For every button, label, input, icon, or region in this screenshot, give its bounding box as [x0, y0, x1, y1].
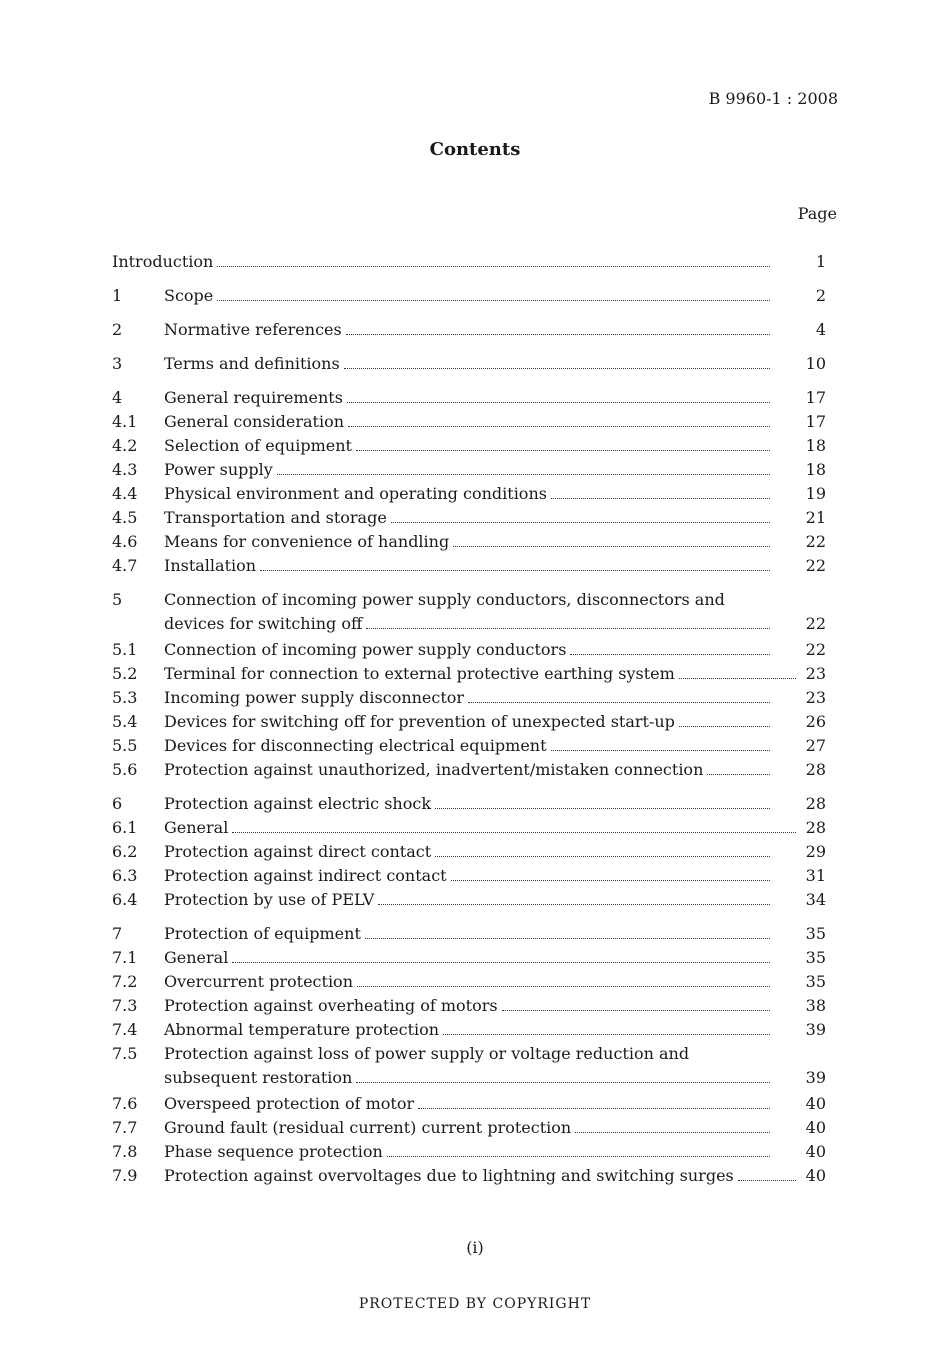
- toc-entry-line: [164, 946, 774, 970]
- toc-entry: [112, 318, 826, 342]
- dot-leader: [551, 498, 770, 499]
- toc-entry-line: [164, 434, 774, 458]
- dot-leader: [435, 856, 770, 857]
- dot-leader: [575, 1132, 770, 1133]
- toc-entry-number: 5.3: [112, 688, 138, 707]
- toc-entry-number: 4.2: [112, 436, 138, 455]
- toc-entry-title: Protection against unauthorized, inadvertent/mistaken connection: [164, 760, 704, 779]
- toc-entry-line: [164, 1116, 774, 1140]
- toc-entry-line: [164, 1092, 774, 1116]
- toc-entry-page: 23: [805, 664, 826, 683]
- toc-entry: [112, 792, 826, 816]
- toc-entry-line: [164, 638, 774, 662]
- toc-entry-page: 22: [805, 640, 826, 659]
- toc-entry-number: 7: [112, 924, 123, 943]
- toc-entry-number: 6.4: [112, 890, 138, 909]
- toc-entry-title: Terminal for connection to external protective earthing system: [164, 664, 675, 683]
- toc-entry: [112, 840, 826, 864]
- toc-entry-page: 19: [805, 484, 826, 503]
- dot-leader: [277, 474, 770, 475]
- dot-leader: [443, 1034, 770, 1035]
- toc-entry-line: [164, 458, 774, 482]
- dot-leader: [346, 334, 770, 335]
- toc-entry: [112, 710, 826, 734]
- toc-entry-page: 34: [805, 890, 826, 909]
- toc-entry-title: Overcurrent protection: [164, 972, 353, 991]
- toc-entry: [112, 1116, 826, 1140]
- standard-number: B 9960-1 : 2008: [708, 89, 838, 108]
- toc-entry-title: Physical environment and operating conditions: [164, 484, 547, 503]
- toc-entry-page: 21: [805, 508, 826, 527]
- toc-entry-number: 6.2: [112, 842, 138, 861]
- toc-entry-page: 40: [805, 1166, 826, 1185]
- toc-entry: [112, 686, 826, 710]
- toc-entry-page: 28: [805, 794, 826, 813]
- toc-entry-title: Protection against indirect contact: [164, 866, 447, 885]
- toc-entry: [112, 410, 826, 434]
- toc-entry-title: Means for convenience of handling: [164, 532, 450, 551]
- toc-entry-line: [164, 710, 774, 734]
- dot-leader: [217, 300, 770, 301]
- toc-entry-title: Devices for switching off for prevention of unexpected start-up: [164, 712, 675, 731]
- toc-entry: [112, 352, 826, 376]
- toc-entry-title: Overspeed protection of motor: [164, 1094, 415, 1113]
- toc-entry-page: 35: [805, 948, 826, 967]
- toc-entry: [112, 386, 826, 410]
- toc-entry: [112, 662, 826, 686]
- toc-entry-number: 5.1: [112, 640, 138, 659]
- toc-entry-line: [164, 612, 774, 636]
- toc-entry-line: [164, 792, 774, 816]
- toc-entry-page: 28: [805, 760, 826, 779]
- dot-leader: [468, 702, 770, 703]
- table-of-contents: [112, 250, 826, 1188]
- toc-entry-number: 7.5: [112, 1044, 138, 1063]
- toc-entry-line: [164, 588, 774, 612]
- page-number: (i): [466, 1238, 484, 1257]
- toc-entry-page: 17: [805, 388, 826, 407]
- toc-entry-page: 31: [805, 866, 826, 885]
- toc-entry-page: 4: [815, 320, 826, 339]
- dot-leader: [679, 678, 796, 679]
- toc-entry-number: 6: [112, 794, 123, 813]
- dot-leader: [232, 962, 770, 963]
- toc-entry: [112, 816, 826, 840]
- dot-leader: [378, 904, 770, 905]
- toc-entry-line: [164, 922, 774, 946]
- toc-entry-page: 22: [805, 556, 826, 575]
- toc-entry-title: Protection against direct contact: [164, 842, 432, 861]
- toc-entry-title: Protection of equipment: [164, 924, 361, 943]
- toc-entry-title: Abnormal temperature protection: [164, 1020, 440, 1039]
- toc-entry: [112, 946, 826, 970]
- toc-entry-page: 40: [805, 1094, 826, 1113]
- toc-entry-number: 7.7: [112, 1118, 138, 1137]
- toc-entry-line: [164, 1164, 800, 1188]
- toc-entry: [112, 970, 826, 994]
- dot-leader: [356, 450, 770, 451]
- toc-entry-page: 29: [805, 842, 826, 861]
- toc-entry-line: [164, 530, 774, 554]
- toc-entry-title: Normative references: [164, 320, 342, 339]
- page-title: Contents: [429, 139, 521, 160]
- toc-entry-line: [164, 318, 774, 342]
- toc-entry-title: Protection against loss of power supply or voltage reduction and: [164, 1044, 690, 1063]
- toc-entry-line: [164, 970, 774, 994]
- toc-entry: [112, 1164, 826, 1188]
- toc-entry-line: [112, 250, 774, 274]
- toc-entry-line: [164, 386, 774, 410]
- dot-leader: [387, 1156, 770, 1157]
- toc-entry-title: Protection against overheating of motors: [164, 996, 498, 1015]
- toc-entry-title: Incoming power supply disconnector: [164, 688, 465, 707]
- copyright-notice: PROTECTED BY COPYRIGHT: [358, 1296, 592, 1312]
- toc-entry-title: devices for switching off: [164, 614, 363, 633]
- toc-entry: [112, 506, 826, 530]
- toc-entry-number: 7.8: [112, 1142, 138, 1161]
- toc-entry: [112, 530, 826, 554]
- toc-entry-number: 5.5: [112, 736, 138, 755]
- toc-entry-title: Connection of incoming power supply conductors, disconnectors and: [164, 590, 725, 609]
- dot-leader: [356, 1082, 770, 1083]
- toc-entry-title: Power supply: [164, 460, 273, 479]
- toc-entry-title: General: [164, 818, 229, 837]
- toc-entry-line: [164, 554, 774, 578]
- toc-entry-page: 10: [805, 354, 826, 373]
- toc-entry-line: [164, 734, 774, 758]
- toc-entry-page: 23: [805, 688, 826, 707]
- toc-entry-title: Protection by use of PELV: [164, 890, 375, 909]
- toc-entry-page: 40: [805, 1142, 826, 1161]
- toc-entry-title: General: [164, 948, 229, 967]
- toc-entry: [112, 638, 826, 662]
- toc-entry-line: [164, 888, 774, 912]
- toc-entry-number: 7.4: [112, 1020, 138, 1039]
- toc-entry-line: [164, 410, 774, 434]
- toc-entry-line: [164, 284, 774, 308]
- toc-entry-number: 3: [112, 354, 123, 373]
- dot-leader: [357, 986, 770, 987]
- toc-entry-line: [164, 686, 774, 710]
- toc-entry: [112, 250, 826, 274]
- toc-entry-page: 28: [805, 818, 826, 837]
- toc-entry: [112, 864, 826, 888]
- dot-leader: [391, 522, 770, 523]
- toc-entry-number: 7.2: [112, 972, 138, 991]
- dot-leader: [453, 546, 770, 547]
- toc-entry: [112, 1140, 826, 1164]
- toc-entry-number: 4.3: [112, 460, 138, 479]
- toc-entry-title: Scope: [164, 286, 214, 305]
- toc-entry: [112, 1018, 826, 1042]
- toc-entry-page: 1: [815, 252, 826, 271]
- dot-leader: [551, 750, 770, 751]
- toc-entry-line: [164, 662, 800, 686]
- dot-leader: [707, 774, 770, 775]
- toc-entry-line: [164, 816, 800, 840]
- toc-entry-number: 5.4: [112, 712, 138, 731]
- dot-leader: [435, 808, 770, 809]
- dot-leader: [418, 1108, 770, 1109]
- toc-entry: [112, 554, 826, 578]
- toc-entry-number: 7.9: [112, 1166, 138, 1185]
- toc-entry: [112, 1066, 826, 1092]
- toc-entry-page: 40: [805, 1118, 826, 1137]
- toc-entry-number: 6.1: [112, 818, 138, 837]
- toc-entry-page: 2: [815, 286, 826, 305]
- toc-entry-title: Terms and definitions: [164, 354, 340, 373]
- toc-entry-title: General consideration: [164, 412, 345, 431]
- toc-entry-number: 5.6: [112, 760, 138, 779]
- dot-leader: [344, 368, 770, 369]
- toc-entry-page: 27: [805, 736, 826, 755]
- toc-entry-line: [164, 482, 774, 506]
- toc-entry-title: Introduction: [112, 252, 214, 271]
- toc-entry: [112, 734, 826, 758]
- toc-entry-page: 39: [805, 1020, 826, 1039]
- toc-entry-title: Transportation and storage: [164, 508, 387, 527]
- toc-entry: [112, 588, 826, 612]
- toc-entry-title: Protection against overvoltages due to lightning and switching surges: [164, 1166, 734, 1185]
- toc-entry: [112, 482, 826, 506]
- toc-entry-number: 6.3: [112, 866, 138, 885]
- toc-entry: [112, 612, 826, 638]
- toc-entry-title: General requirements: [164, 388, 343, 407]
- toc-entry-number: 7.1: [112, 948, 138, 967]
- toc-entry: [112, 1092, 826, 1116]
- toc-entry-number: 4.4: [112, 484, 138, 503]
- toc-entry-title: subsequent restoration: [164, 1068, 353, 1087]
- toc-entry-line: [164, 506, 774, 530]
- toc-entry-line: [164, 1018, 774, 1042]
- toc-entry-number: 4.6: [112, 532, 138, 551]
- toc-entry-number: 5: [112, 590, 123, 609]
- page-column-heading: Page: [797, 204, 837, 223]
- toc-entry-number: 4.1: [112, 412, 138, 431]
- toc-entry: [112, 434, 826, 458]
- dot-leader: [366, 628, 770, 629]
- toc-entry-page: 22: [805, 532, 826, 551]
- toc-entry-title: Selection of equipment: [164, 436, 352, 455]
- toc-entry-page: 22: [805, 614, 826, 633]
- toc-entry-title: Protection against electric shock: [164, 794, 432, 813]
- toc-entry: [112, 284, 826, 308]
- toc-entry-line: [164, 1066, 774, 1090]
- toc-entry: [112, 922, 826, 946]
- toc-entry-page: 17: [805, 412, 826, 431]
- toc-entry: [112, 888, 826, 912]
- toc-entry-title: Devices for disconnecting electrical equipment: [164, 736, 547, 755]
- toc-entry-title: Ground fault (residual current) current protection: [164, 1118, 572, 1137]
- toc-entry-line: [164, 1042, 774, 1066]
- toc-entry-number: 7.3: [112, 996, 138, 1015]
- toc-entry-page: 26: [805, 712, 826, 731]
- dot-leader: [502, 1010, 770, 1011]
- toc-entry: [112, 758, 826, 782]
- toc-entry-line: [164, 758, 774, 782]
- toc-entry-line: [164, 994, 774, 1018]
- toc-entry-number: 5.2: [112, 664, 138, 683]
- toc-entry-page: 35: [805, 924, 826, 943]
- toc-entry-line: [164, 1140, 774, 1164]
- toc-entry-page: 38: [805, 996, 826, 1015]
- toc-entry-number: 7.6: [112, 1094, 138, 1113]
- toc-entry: [112, 994, 826, 1018]
- dot-leader: [348, 426, 770, 427]
- dot-leader: [217, 266, 770, 267]
- toc-entry-page: 18: [805, 436, 826, 455]
- dot-leader: [570, 654, 770, 655]
- toc-entry-number: 1: [112, 286, 123, 305]
- toc-entry-title: Installation: [164, 556, 257, 575]
- toc-entry-number: 4.7: [112, 556, 138, 575]
- toc-entry-line: [164, 840, 774, 864]
- dot-leader: [232, 832, 796, 833]
- toc-entry-line: [164, 352, 774, 376]
- dot-leader: [451, 880, 770, 881]
- toc-entry-number: 4.5: [112, 508, 138, 527]
- dot-leader: [365, 938, 770, 939]
- toc-entry-title: Connection of incoming power supply conductors: [164, 640, 567, 659]
- dot-leader: [347, 402, 770, 403]
- toc-entry-page: 18: [805, 460, 826, 479]
- toc-entry-page: 35: [805, 972, 826, 991]
- toc-entry-number: 4: [112, 388, 123, 407]
- dot-leader: [260, 570, 770, 571]
- toc-entry: [112, 458, 826, 482]
- toc-entry-title: Phase sequence protection: [164, 1142, 383, 1161]
- toc-entry: [112, 1042, 826, 1066]
- dot-leader: [679, 726, 770, 727]
- toc-entry-line: [164, 864, 774, 888]
- toc-entry-number: 2: [112, 320, 123, 339]
- toc-entry-page: 39: [805, 1068, 826, 1087]
